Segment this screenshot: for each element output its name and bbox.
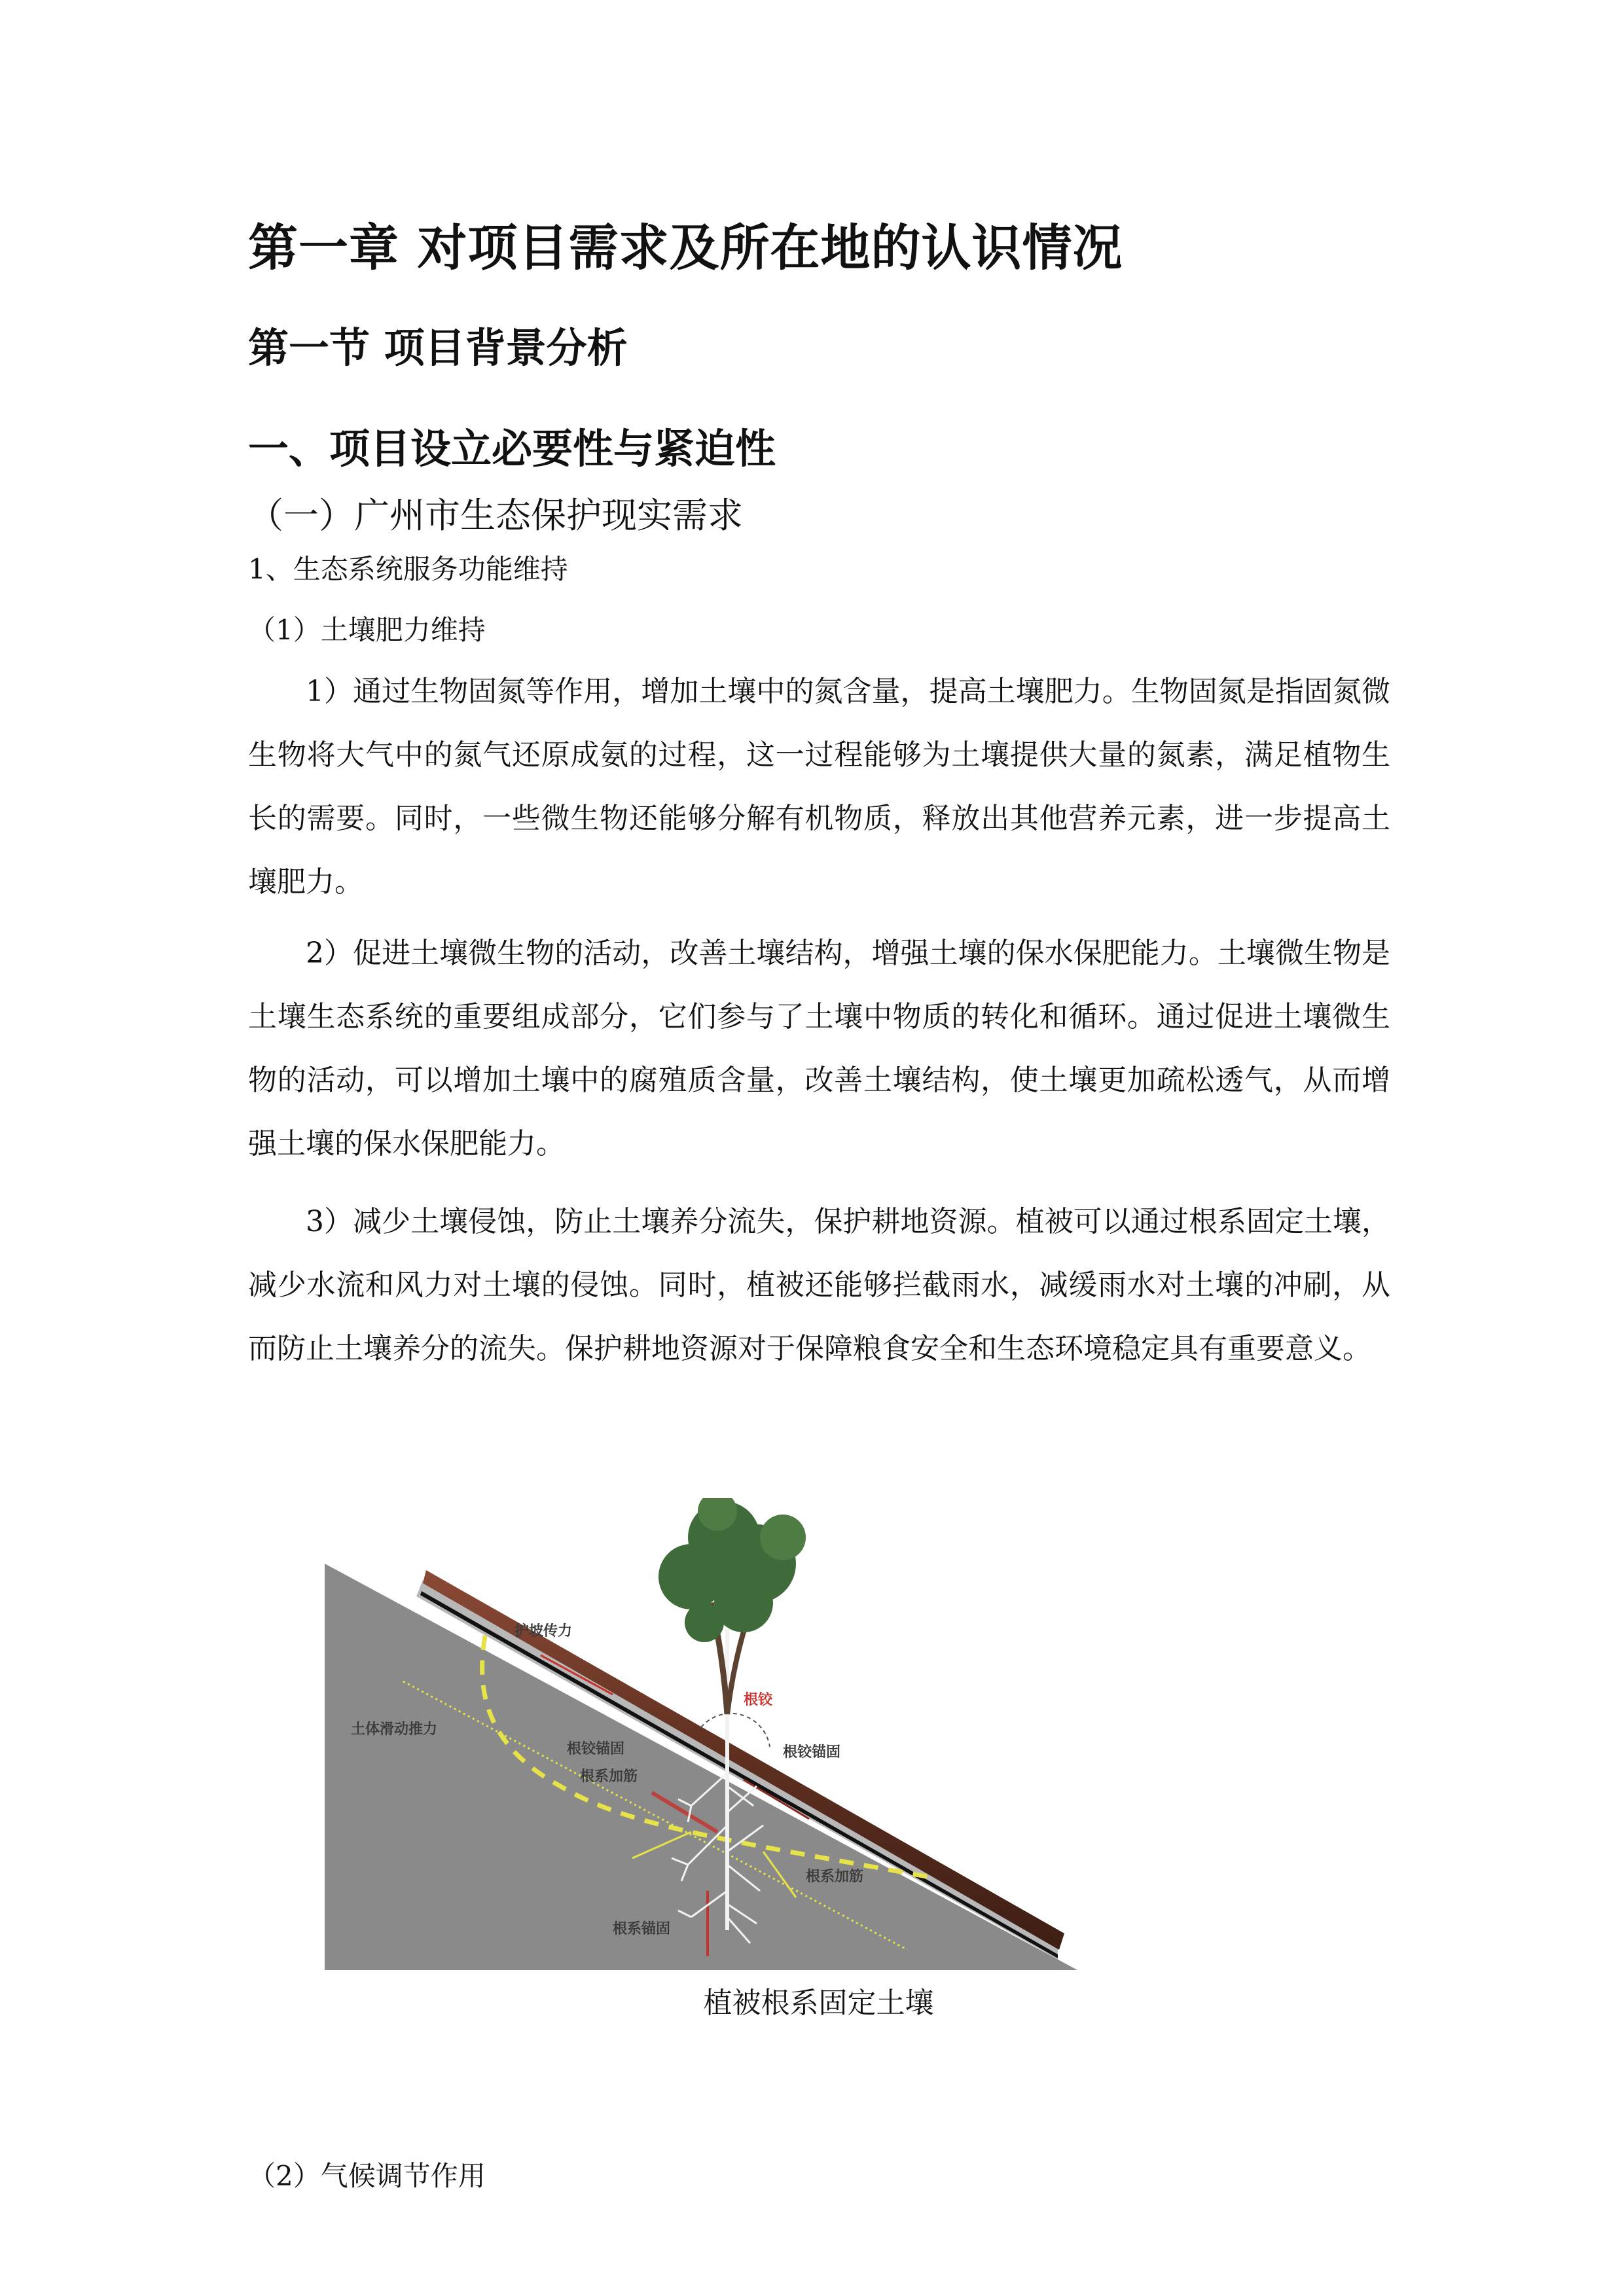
figure-root-soil-fixation xyxy=(325,1498,1077,1970)
label-root-hinge-anchor-left: 根铰锚固 xyxy=(567,1741,625,1757)
tree-foliage xyxy=(659,1498,806,1642)
subitem-title-climate-regulation: （2）气候调节作用 xyxy=(248,2160,486,2192)
section-title: 第一节 项目背景分析 xyxy=(248,324,628,372)
subitem-title-soil-fertility: （1）土壤肥力维持 xyxy=(248,614,486,646)
item-title: 1、生态系统服务功能维持 xyxy=(248,553,568,585)
label-root-hinge: 根铰 xyxy=(744,1692,773,1708)
label-root-reinforce-upper: 根系加筋 xyxy=(580,1768,638,1785)
label-root-reinforce-lower: 根系加筋 xyxy=(806,1869,864,1885)
subsubsection-title: （一）广州市生态保护现实需求 xyxy=(248,495,743,536)
figure-caption: 植被根系固定土壤 xyxy=(703,1986,934,2020)
label-slope-force: 护坡传力 xyxy=(514,1623,573,1640)
paragraph-erosion-control: 3）减少土壤侵蚀，防止土壤养分流失，保护耕地资源。植被可以通过根系固定土壤，减少水流和风力对土壤的侵蚀。同时，植被还能够拦截雨水，减缓雨水对土壤的冲刷，从而防止土壤养分的流失。保护耕地资源对于保障粮食安全和生态环境稳定具有重要意义。 xyxy=(248,1205,1390,1365)
label-root-anchor: 根系锚固 xyxy=(613,1921,671,1937)
paragraph-soil-microbes: 2）促进土壤微生物的活动，改善土壤结构，增强土壤的保水保肥能力。土壤微生物是土壤生态系统的重要组成部分，它们参与了土壤中物质的转化和循环。通过促进土壤微生物的活动，可以增加土壤中的腐殖质含量，改善土壤结构，使土壤更加疏松透气，从而增强土壤的保水保肥能力。 xyxy=(248,937,1390,1160)
chapter-title: 第一章 对项目需求及所在地的认识情况 xyxy=(248,219,1123,277)
label-soil-slide-force: 土体滑动推力 xyxy=(351,1721,438,1738)
paragraph-nitrogen-fixation: 1）通过生物固氮等作用，增加土壤中的氮含量，提高土壤肥力。生物固氮是指固氮微生物将大气中的氮气还原成氨的过程，这一过程能够为土壤提供大量的氮素，满足植物生长的需要。同时，一些微生物还能够分解有机物质，释放出其他营养元素，进一步提高土壤肥力。 xyxy=(248,675,1390,899)
label-root-hinge-anchor-right: 根铰锚固 xyxy=(783,1744,841,1761)
slope-diagram-illustration xyxy=(325,1498,1077,1970)
subsection-title: 一、项目设立必要性与紧迫性 xyxy=(248,425,776,473)
